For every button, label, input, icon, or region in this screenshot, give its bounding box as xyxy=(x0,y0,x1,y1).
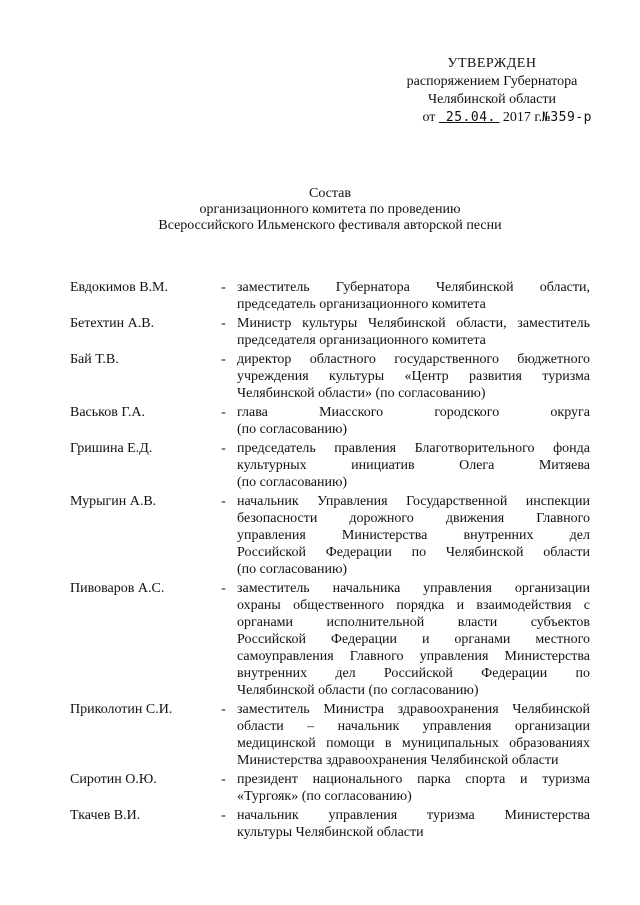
member-description-line: Челябинской области» (по согласованию) xyxy=(237,386,486,401)
member-description-line: начальник Управления Государственной инспекции xyxy=(237,494,590,509)
member-dash: - xyxy=(221,772,226,787)
member-description-line: медицинской помощи в муниципальных образованиях xyxy=(237,736,590,751)
heading-line-1: Состав xyxy=(308,186,351,201)
member-row xyxy=(70,315,590,349)
member-dash: - xyxy=(221,352,226,367)
member-description xyxy=(237,493,590,578)
member-description-line: области – начальник управления организации xyxy=(237,719,590,734)
member-dash: - xyxy=(221,405,226,420)
member-description-line: директор областного государственного бюджетного xyxy=(237,352,590,367)
document-heading xyxy=(80,186,580,234)
member-row xyxy=(70,771,590,805)
member-name: Мурыгин А.В. xyxy=(70,494,157,509)
member-description-line: заместитель начальника управления организации xyxy=(237,581,590,596)
member-description-line: управления Министерства внутренних дел xyxy=(237,528,590,543)
member-dash: - xyxy=(221,280,226,295)
member-description-line: внутренних дел Российской Федерации по xyxy=(237,666,590,681)
member-description xyxy=(237,807,590,841)
member-description xyxy=(237,404,590,438)
member-description-line: (по согласованию) xyxy=(237,562,348,577)
approval-date-line xyxy=(392,109,592,127)
member-name: Бетехтин А.В. xyxy=(70,316,155,331)
member-description-line: Российской Федерации и органами местного xyxy=(237,632,590,647)
approval-block xyxy=(392,55,592,127)
member-description-line: председатель организационного комитета xyxy=(237,297,486,312)
member-description xyxy=(237,351,590,402)
member-row xyxy=(70,807,590,841)
member-description-line: заместитель Министра здравоохранения Челябинской xyxy=(237,702,590,717)
member-description xyxy=(237,580,590,699)
approval-line-1: распоряжением Губернатора xyxy=(406,74,578,89)
member-dash: - xyxy=(221,494,226,509)
member-description-line: председателя организационного комитета xyxy=(237,333,486,348)
member-dash: - xyxy=(221,581,226,596)
member-description-line: (по согласованию) xyxy=(237,422,348,437)
member-description-line: культурных инициатив Олега Митяева xyxy=(237,458,590,473)
member-description-line: глава Миасского городского округа xyxy=(237,405,590,420)
heading-line-2: организационного комитета по проведению xyxy=(199,202,461,217)
member-row xyxy=(70,580,590,699)
member-description-line: культуры Челябинской области xyxy=(237,825,424,840)
member-dash: - xyxy=(221,808,226,823)
approval-prefix: от xyxy=(422,110,436,125)
member-description xyxy=(237,440,590,491)
member-description xyxy=(237,279,590,313)
member-name: Приколотин С.И. xyxy=(70,702,173,717)
member-description-line: органами исполнительной власти субъектов xyxy=(237,615,590,630)
members-list xyxy=(70,279,590,843)
member-row xyxy=(70,279,590,313)
member-description xyxy=(237,701,590,769)
member-dash: - xyxy=(221,441,226,456)
member-name: Ткачев В.И. xyxy=(70,808,141,823)
member-description-line: начальник управления туризма Министерства xyxy=(237,808,590,823)
approval-number: №359-р xyxy=(542,110,592,125)
member-description xyxy=(237,315,590,349)
approval-line-2: Челябинской области xyxy=(428,92,556,107)
member-description-line: охраны общественного порядка и взаимодействия с xyxy=(237,598,590,613)
member-name: Пивоваров А.С. xyxy=(70,581,165,596)
member-name: Гришина Е.Д. xyxy=(70,441,153,456)
member-dash: - xyxy=(221,316,226,331)
member-description-line: (по согласованию) xyxy=(237,475,348,490)
member-row xyxy=(70,440,590,491)
member-row xyxy=(70,493,590,578)
member-description-line: Министерства здравоохранения Челябинской области xyxy=(237,753,559,768)
member-name: Сиротин О.Ю. xyxy=(70,772,157,787)
member-description-line: самоуправления Главного управления Министерства xyxy=(237,649,590,664)
approval-title: УТВЕРЖДЕН xyxy=(447,56,537,71)
approval-date: 25.04. xyxy=(445,110,496,125)
member-name: Бай Т.В. xyxy=(70,352,119,367)
member-description-line: председатель правления Благотворительного фонда xyxy=(237,441,590,456)
member-description-line: Челябинской области (по согласованию) xyxy=(237,683,479,698)
member-description-line: безопасности дорожного движения Главного xyxy=(237,511,590,526)
heading-line-3: Всероссийского Ильменского фестиваля авторской песни xyxy=(158,218,502,233)
member-dash: - xyxy=(221,702,226,717)
member-description xyxy=(237,771,590,805)
approval-year: 2017 г. xyxy=(502,110,543,125)
member-description-line: «Тургояк» (по согласованию) xyxy=(237,789,412,804)
approval-date-underline xyxy=(439,110,499,125)
member-row xyxy=(70,351,590,402)
member-description-line: президент национального парка спорта и туризма xyxy=(237,772,590,787)
member-description-line: учреждения культуры «Центр развития туризма xyxy=(237,369,590,384)
member-description-line: заместитель Губернатора Челябинской области, xyxy=(237,280,590,295)
member-description-line: Министр культуры Челябинской области, заместитель xyxy=(237,316,590,331)
member-row xyxy=(70,701,590,769)
member-description-line: Российской Федерации по Челябинской области xyxy=(237,545,590,560)
member-name: Васьков Г.А. xyxy=(70,405,145,420)
member-name: Евдокимов В.М. xyxy=(70,280,168,295)
member-row xyxy=(70,404,590,438)
